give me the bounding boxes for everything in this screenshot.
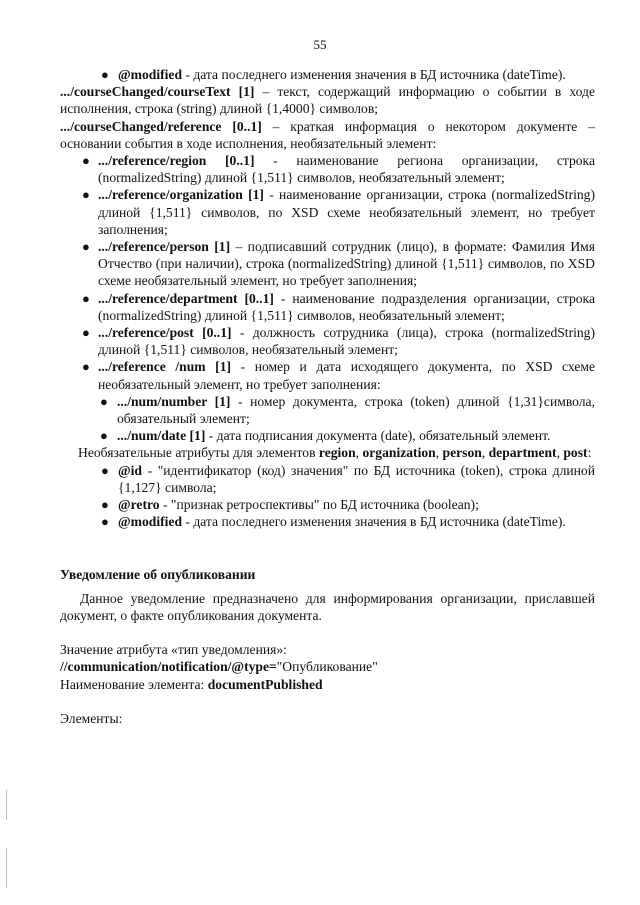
bullet-icon: ● (82, 325, 90, 341)
elements-label: Элементы: (60, 710, 123, 726)
list-item (60, 66, 595, 83)
section-title: Уведомление об опубликовании (60, 567, 256, 583)
attribute-path: //communication/notification/@type= (60, 659, 277, 675)
element-path: .../reference/department [0..1] (98, 290, 274, 306)
list-item (60, 186, 595, 238)
list-item (98, 427, 595, 444)
num-sublist (98, 393, 595, 445)
spacer (60, 530, 595, 566)
list-item (60, 358, 595, 444)
bullet-icon: ● (100, 393, 108, 409)
attribute-label: Значение атрибута «тип уведомления»: (60, 642, 287, 658)
element-name: documentPublished (207, 676, 323, 692)
reference-paragraph (60, 118, 595, 152)
list-item (60, 513, 595, 530)
element-description: - наименование региона организации, строка (normalizedString) длиной {1,511} символов, необязательный элемент; (98, 153, 595, 186)
element-path: .../reference/post [0..1] (98, 325, 232, 341)
bullet-icon: ● (82, 290, 90, 306)
attribute-name: @id (118, 462, 142, 478)
bullet-icon: ● (101, 497, 109, 513)
element-name: person (442, 445, 482, 461)
list-item (60, 324, 595, 358)
course-text-paragraph (60, 83, 595, 117)
section-intro: Данное уведомление предназначено для информирования организации, приславшей документ, о факте опубликования документа. (60, 590, 595, 623)
element-description: – подписавший сотрудник (лицо), в формате: Фамилия Имя Отчество (при наличии), строка (normalizedString) длиной {1,511} символов, по XSD схеме необязательный элемент, но требует заполнения; (98, 239, 595, 289)
attribute-name: @retro (118, 497, 160, 513)
bullet-icon: ● (101, 67, 109, 82)
attribute-value: "Опубликование" (276, 659, 378, 675)
optional-attributes-paragraph (60, 444, 595, 461)
separator: , (556, 445, 564, 461)
bullet-icon: ● (82, 153, 90, 169)
bullet-icon: ● (101, 462, 109, 478)
attribute-name: @modified (118, 67, 182, 82)
bullet-icon: ● (100, 428, 108, 444)
element-path: .../reference/organization [1] (98, 187, 264, 203)
spacer (60, 624, 595, 641)
page-number: 55 (313, 37, 327, 52)
element-description: – текст, содержащий информацию о событии в ходе исполнения, строка (string) длиной {1,4000} символов; (60, 84, 595, 117)
element-description: - номер документа, строка (token) длиной {1,31}символа, обязательный элемент; (117, 393, 595, 427)
element-path: .../reference /num [1] (98, 359, 232, 375)
list-item (60, 496, 595, 513)
attribute-description: - "признак ретроспективы" по БД источника (boolean); (159, 497, 479, 513)
element-path: .../courseChanged/reference [0..1] (60, 118, 262, 134)
scan-margin-mark (6, 790, 7, 820)
element-path: .../reference/person [1] (98, 239, 231, 255)
separator: , (355, 445, 363, 461)
spacer (60, 693, 595, 710)
attribute-description: - "идентификатор (код) значения" по БД источника (token), строка длиной {1,127} символа; (118, 462, 595, 495)
element-path: .../num/date [1] (117, 428, 206, 444)
separator: , (481, 445, 489, 461)
element-description: - наименование организации, строка (normalizedString) длиной {1,511} символов, по XSD схеме необязательный элемент, но требует заполнения; (98, 187, 595, 237)
element-name: region (318, 445, 356, 461)
scan-margin-mark (6, 848, 7, 888)
top-attribute-list (60, 66, 595, 83)
element-path: .../reference/region [0..1] (98, 153, 255, 169)
element-path: .../courseChanged/courseText [1] (60, 84, 255, 100)
page-content (60, 66, 595, 727)
reference-list (60, 152, 595, 444)
list-item (60, 152, 595, 186)
element-description: – краткая информация о некотором документе – основании события в ходе исполнения, необязательный элемент: (60, 118, 595, 151)
attribute-name: @modified (118, 514, 182, 530)
element-name-line (60, 676, 595, 693)
bullet-icon: ● (82, 239, 90, 255)
separator: , (435, 445, 443, 461)
attribute-path-line (60, 658, 595, 675)
separator: : (587, 445, 592, 461)
attribute-description: - дата последнего изменения значения в БД источника (dateTime). (182, 67, 566, 82)
paragraph-text: Необязательные атрибуты для элементов (78, 445, 319, 461)
element-name: department (488, 445, 557, 461)
element-description: - номер и дата исходящего документа, по XSD схеме необязательный элемент, но требует заполнения: (98, 359, 596, 392)
element-path: .../num/number [1] (117, 393, 231, 409)
bullet-icon: ● (101, 514, 109, 530)
element-description: - должность сотрудника (лица), строка (normalizedString) длиной {1,511} символов, необязательный элемент; (98, 325, 596, 358)
list-item (60, 290, 595, 324)
list-item (60, 238, 595, 290)
bullet-icon: ● (82, 359, 90, 375)
bullet-icon: ● (82, 187, 90, 203)
attribute-description: - дата последнего изменения значения в БД источника (dateTime). (182, 514, 566, 530)
optional-attributes-list (60, 462, 595, 531)
element-name: organization (362, 445, 436, 461)
element-description: - дата подписания документа (date), обязательный элемент. (205, 428, 551, 444)
list-item (60, 462, 595, 496)
element-label: Наименование элемента: (60, 676, 208, 692)
list-item (98, 393, 595, 427)
element-name: post (563, 445, 588, 461)
element-description: - наименование подразделения организации, строка (normalizedString) длиной {1,511} символов, необязательный элемент; (98, 290, 595, 323)
